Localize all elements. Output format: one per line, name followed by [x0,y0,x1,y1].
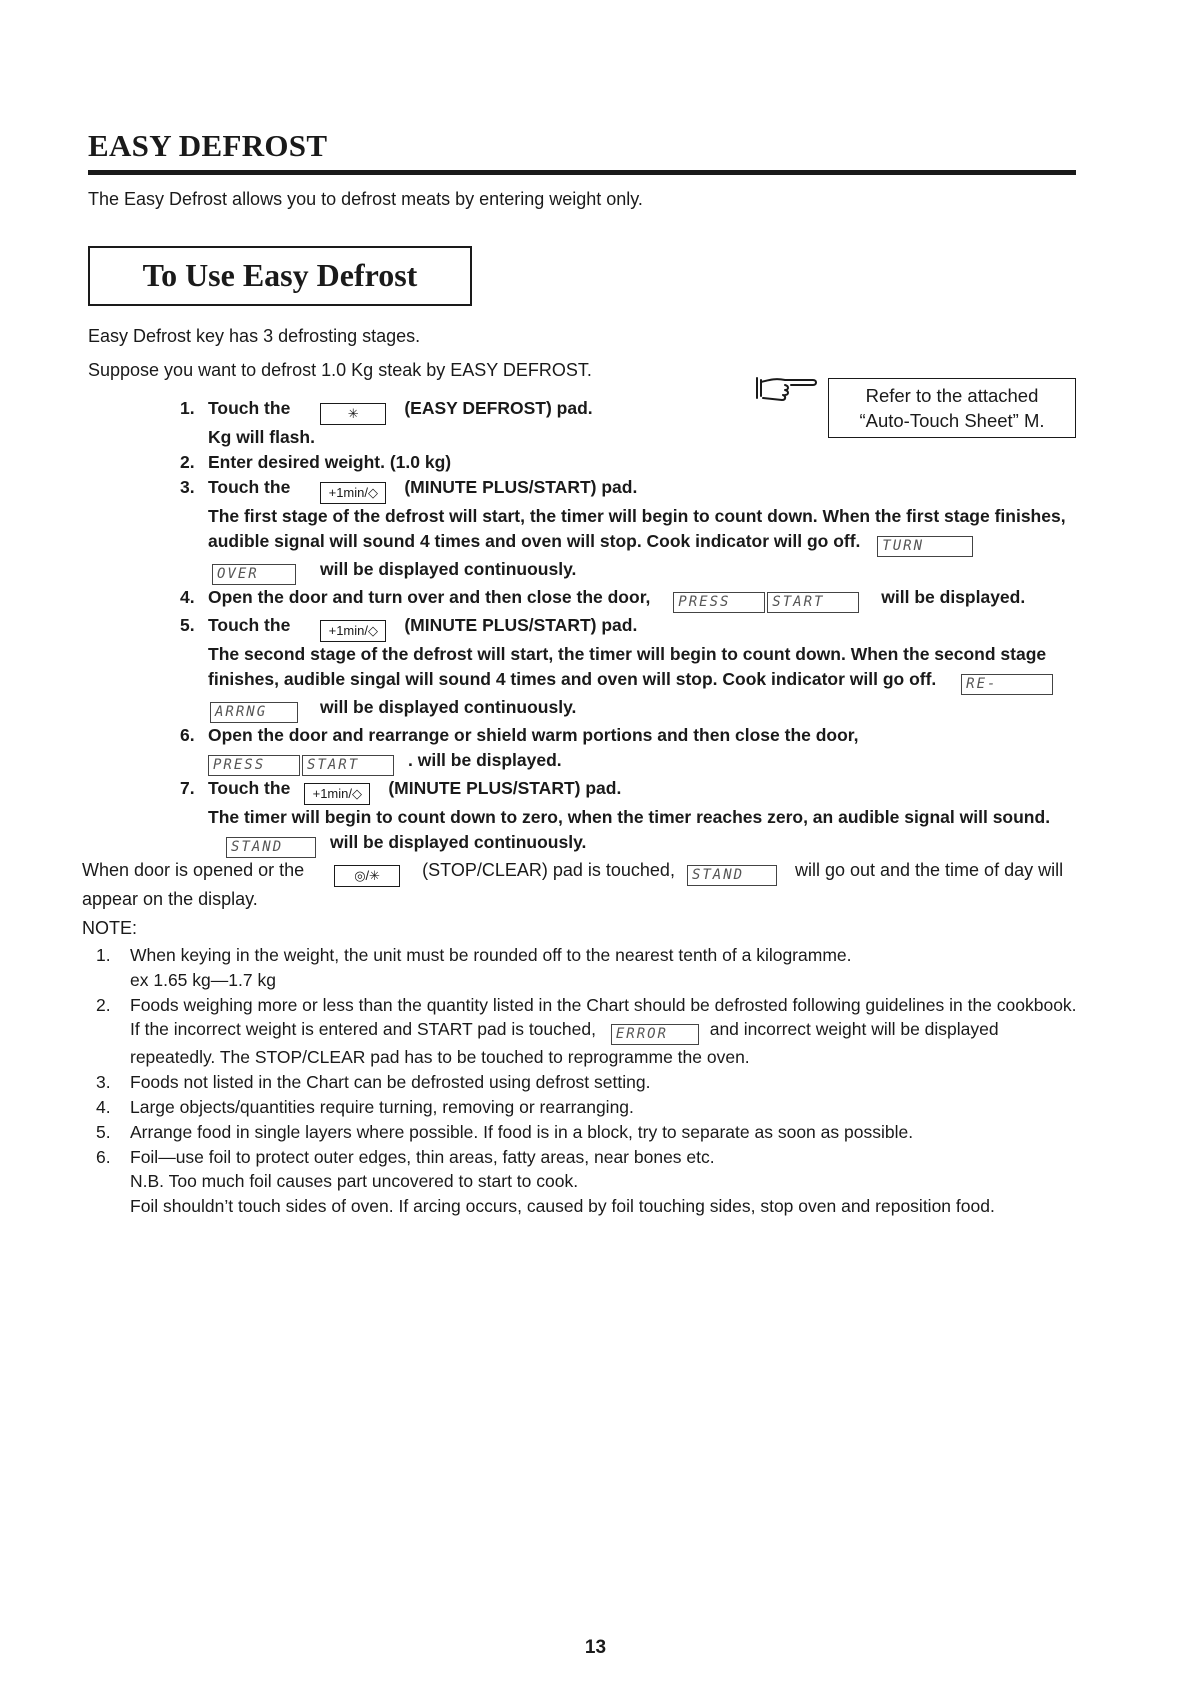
step-text: will be displayed continuously. [320,697,577,717]
step-number: 5. [180,615,195,635]
display-error: ERROR [611,1024,699,1045]
page-title: EASY DEFROST [88,128,328,163]
step-text: will be displayed continuously. [320,559,577,579]
step-text: (EASY DEFROST) pad. [404,398,593,418]
note-text: Foil shouldn’t touch sides of oven. If arcing occurs, caused by foil touching sides, stop oven and reposition food. [130,1196,995,1217]
step-number: 2. [180,452,195,472]
step-text: The first stage of the defrost will start, the timer will begin to count down. When the first stage finishes, audible signal will sound 4 times and oven will stop. Cook indicator will go off. [208,506,1066,551]
minute-plus-start-key: +1min/◇ [320,620,386,642]
note-text: Foods not listed in the Chart can be defrosted using defrost setting. [130,1072,651,1093]
step-text: Touch the [208,778,291,798]
step-text: Touch the [208,398,291,418]
closing-text: When door is opened or the [82,860,305,880]
note-text: and incorrect weight will be displayed repeatedly. The STOP/CLEAR pad has to be touched to reprogramme the oven. [130,1019,999,1068]
closing-text: will go out and the time of day will appear on the display. [82,860,1064,909]
note-2 [96,993,1081,1071]
display-turn: TURN [877,536,973,557]
step-text: (MINUTE PLUS/START) pad. [388,778,622,798]
step-4 [180,585,1080,613]
note-number: 1. [96,945,111,965]
easy-defrost-key: ✳ [320,403,386,425]
display-re: RE- [961,674,1053,695]
note-number: 4. [96,1096,111,1117]
intro-text: The Easy Defrost allows you to defrost meats by entering weight only. [88,189,643,209]
display-stand: STAND [226,837,316,858]
note-number: 6. [96,1146,111,1167]
display-press: PRESS [208,755,300,776]
step-text: Open the door and turn over and then close the door, [208,587,651,607]
step-text: . will be displayed. [408,750,562,770]
display-over: OVER [212,564,296,585]
step-text: (MINUTE PLUS/START) pad. [404,477,638,497]
display-start: START [302,755,394,776]
display-press: PRESS [673,592,765,613]
step-text: will be displayed continuously. [330,832,587,852]
subtitle: To Use Easy Defrost [142,257,418,293]
note-text: When keying in the weight, the unit must be rounded off to the nearest tenth of a kilogramme. [130,945,852,965]
step-text: Touch the [208,615,291,635]
display-arrng: ARRNG [210,702,298,723]
instruction-steps [180,396,1080,858]
display-start: START [767,592,859,613]
note-number: 5. [96,1121,111,1142]
note-3 [96,1070,1081,1095]
note-text: ex 1.65 kg—1.7 kg [130,969,276,990]
note-5 [96,1120,1081,1145]
note-number: 2. [96,994,111,1015]
closing-text: (STOP/CLEAR) pad is touched, [422,860,675,880]
step-text: will be displayed. [881,587,1026,607]
suppose-text: Suppose you want to defrost 1.0 Kg steak by EASY DEFROST. [88,360,592,380]
step-text: (MINUTE PLUS/START) pad. [404,615,638,635]
reference-line-1: Refer to the attached [865,385,1039,406]
closing-paragraph [82,858,1082,912]
note-text: Large objects/quantities require turning, removing or rearranging. [130,1096,634,1117]
step-1 [180,396,1080,450]
step-text: The second stage of the defrost will start, the timer will begin to count down. When the second stage finishes, audible singal will sound 4 times and oven will stop. Cook indicator will go off. [208,644,1047,689]
step-text: Kg will flash. [208,427,315,447]
step-5 [180,613,1080,723]
step-text: Touch the [208,477,291,497]
step-text: Open the door and rearrange or shield warm portions and then close the door, [208,725,859,745]
notes-list [96,943,1081,1219]
subtitle-box [88,246,472,306]
note-text: Arrange food in single layers where possible. If food is in a block, try to separate as soon as possible. [130,1121,914,1142]
page-number: 13 [584,1637,607,1658]
step-number: 6. [180,725,195,745]
reference-line-2: “Auto-Touch Sheet” M. [859,410,1045,431]
note-text: Foil—use foil to protect outer edges, thin areas, fatty areas, near bones etc. [130,1146,715,1167]
step-6 [180,723,1080,776]
step-number: 3. [180,477,195,497]
note-6 [96,1145,1081,1219]
step-number: 1. [180,398,195,418]
stages-text: Easy Defrost key has 3 defrosting stages. [88,326,421,346]
minute-plus-start-key: +1min/◇ [320,482,386,504]
step-number: 4. [180,587,195,607]
step-3 [180,475,1080,585]
note-4 [96,1095,1081,1120]
step-2 [180,450,1080,475]
step-7 [180,776,1080,858]
note-1 [96,943,1081,993]
note-label: NOTE: [82,918,138,938]
display-stand: STAND [687,865,777,886]
step-text: The timer will begin to count down to zero, when the timer reaches zero, an audible signal will sound. [208,807,1051,827]
note-text: N.B. Too much foil causes part uncovered to start to cook. [130,1171,579,1192]
title-rule [88,170,1076,175]
note-text: Foods weighing more or less than the quantity listed in the Chart should be defrosted following guidelines in the cookbook. If the incorrect weight is entered and START pad is touched, [130,994,1077,1040]
stop-clear-key: ◎/✳ [334,865,400,887]
step-number: 7. [180,778,195,798]
step-text: Enter desired weight. (1.0 kg) [208,452,452,472]
note-number: 3. [96,1072,111,1093]
minute-plus-start-key: +1min/◇ [304,783,370,805]
